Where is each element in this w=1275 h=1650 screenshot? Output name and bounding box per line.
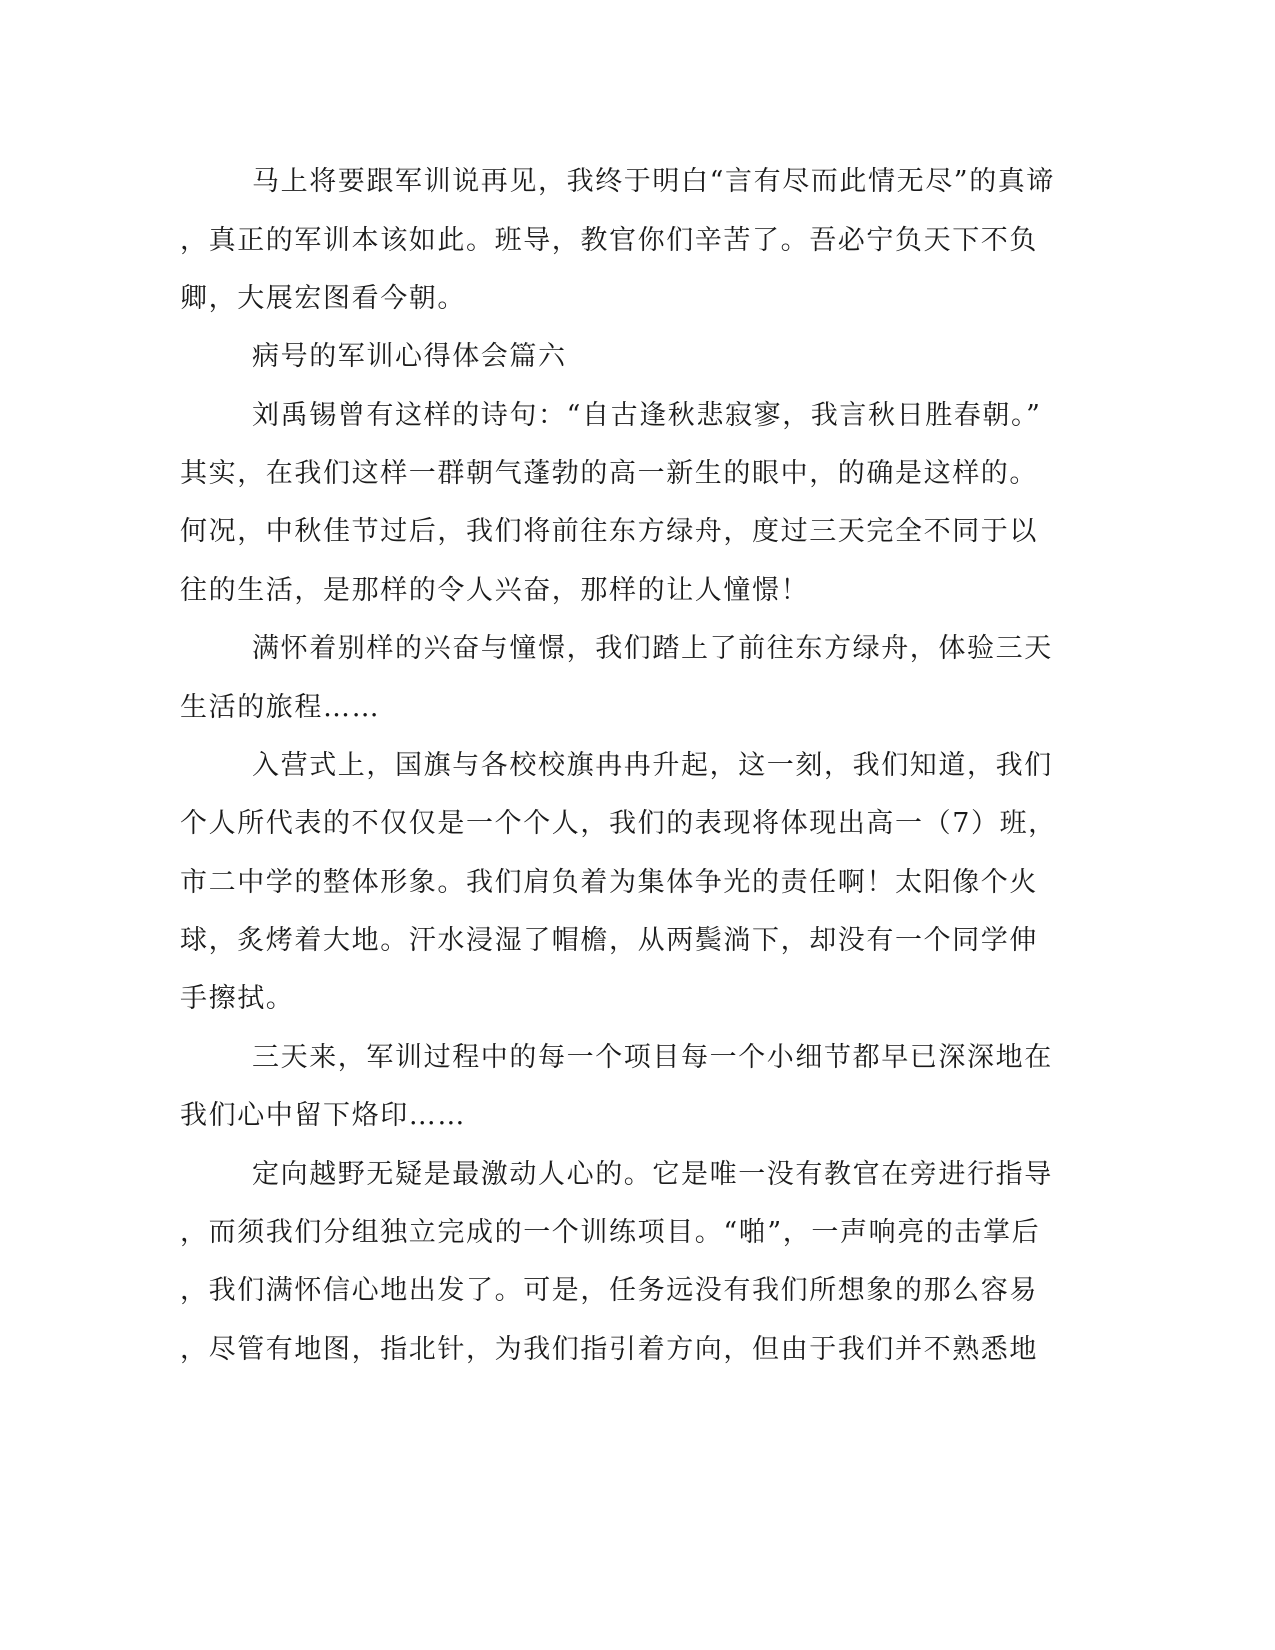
text-line-9: 满怀着别样的兴奋与憧憬，我们踏上了前往东方绿舟，体验三天 <box>252 633 1053 664</box>
text-line-12: 个人所代表的不仅仅是一个个人，我们的表现将体现出高一（7）班， <box>180 808 1057 839</box>
section-heading: 病号的军训心得体会篇六 <box>252 341 567 372</box>
text-line-6: 其实，在我们这样一群朝气蓬勃的高一新生的眼中，的确是这样的。 <box>180 458 1038 489</box>
text-line-17: 我们心中留下烙印…… <box>180 1100 466 1131</box>
text-line-7: 何况，中秋佳节过后，我们将前往东方绿舟，度过三天完全不同于以 <box>180 516 1038 547</box>
text-line-19: ，而须我们分组独立完成的一个训练项目。“啪”，一声响亮的击掌后 <box>180 1217 1041 1248</box>
text-line-5: 刘禹锡曾有这样的诗句：“自古逢秋悲寂寥，我言秋日胜春朝。” <box>252 400 1042 431</box>
text-line-16: 三天来，军训过程中的每一个项目每一个小细节都早已深深地在 <box>252 1042 1053 1073</box>
text-line-13: 市二中学的整体形象。我们肩负着为集体争光的责任啊！太阳像个火 <box>180 867 1038 898</box>
text-line-15: 手擦拭。 <box>180 983 295 1014</box>
text-line-14: 球，炙烤着大地。汗水浸湿了帽檐，从两鬓淌下，却没有一个同学伸 <box>180 925 1038 956</box>
text-line-20: ，我们满怀信心地出发了。可是，任务远没有我们所想象的那么容易 <box>180 1275 1038 1306</box>
text-line-3: 卿，大展宏图看今朝。 <box>180 283 466 314</box>
text-line-10: 生活的旅程…… <box>180 692 381 723</box>
text-line-21: ，尽管有地图，指北针，为我们指引着方向，但由于我们并不熟悉地 <box>180 1334 1038 1365</box>
text-line-18: 定向越野无疑是最激动人心的。它是唯一没有教官在旁进行指导 <box>252 1159 1053 1190</box>
text-line-2: ，真正的军训本该如此。班导，教官你们辛苦了。吾必宁负天下不负 <box>180 225 1038 256</box>
text-line-8: 往的生活，是那样的令人兴奋，那样的让人憧憬！ <box>180 575 810 606</box>
text-line-11: 入营式上，国旗与各校校旗冉冉升起，这一刻，我们知道，我们 <box>252 750 1053 781</box>
text-line-1: 马上将要跟军训说再见，我终于明白“言有尽而此情无尽”的真谛 <box>252 166 1056 197</box>
